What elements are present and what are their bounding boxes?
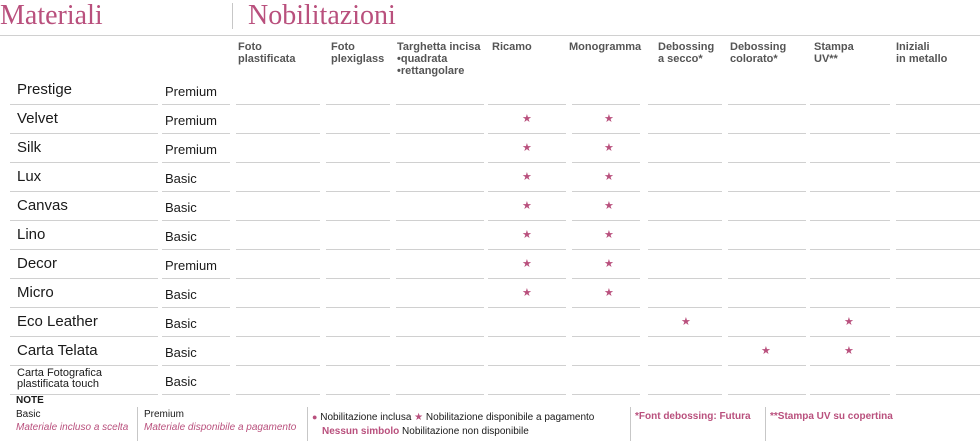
column-header-line: Targhetta incisa [397,41,481,53]
row-rule [648,394,722,395]
star-icon: ★ [414,412,424,423]
star-icon: ★ [522,258,532,270]
star-icon: ★ [844,316,854,328]
notes-divider [765,407,766,441]
star-icon: ★ [761,345,771,357]
column-header-line: •quadrata [397,53,448,65]
star-icon: ★ [522,113,532,125]
row-rule [326,394,390,395]
star-icon: ★ [681,316,691,328]
material-tier: Basic [165,287,197,302]
star-icon: ★ [522,229,532,241]
column-header [730,41,786,65]
column-header-line: Foto [331,41,355,53]
material-name: Lux [17,168,42,185]
table-row [0,250,980,279]
column-header-line: •rettangolare [397,65,465,77]
legend-dot-item [312,411,594,424]
row-rule [896,394,980,395]
notes-divider [307,407,308,441]
column-header [238,41,295,65]
material-tier: Basic [165,345,197,360]
column-header-line: Iniziali [896,41,930,53]
material-tier: Premium [165,84,218,99]
material-tier: Premium [165,258,218,273]
column-header [492,41,532,53]
font-footnote: *Font debossing: Futura [635,411,751,422]
column-header [331,41,384,65]
material-name: Prestige [17,81,73,98]
notes-title: NOTE [16,395,44,406]
basic-description: Materiale incluso a scelta [16,422,129,433]
material-name: Decor [17,255,58,272]
star-icon: ★ [604,258,614,270]
premium-label: Premium [144,409,185,420]
notes-divider [137,407,138,441]
column-header-line: Debossing [658,41,715,53]
table-row [0,337,980,366]
star-icon: ★ [522,200,532,212]
material-name: Silk [17,139,42,156]
material-tier: Premium [165,113,218,128]
material-name: Lino [17,226,46,243]
star-icon: ★ [604,229,614,241]
column-header-line: Stampa [814,41,854,53]
table-row [0,221,980,250]
none-legend-text: Nobilitazione non disponibile [402,426,529,437]
table-row [0,308,980,337]
table-row [0,279,980,308]
nobilitazioni-heading: Nobilitazioni [248,0,396,31]
material-name: Carta Telata [17,342,98,359]
column-header-line: Ricamo [492,41,532,53]
star-icon: ★ [604,287,614,299]
materiali-heading: Materiali [0,0,103,31]
column-header-line: a secco* [658,53,703,65]
column-header [896,41,947,65]
material-name: Velvet [17,110,58,127]
column-header-line: plexiglass [331,53,385,65]
table-row [0,192,980,221]
uv-footnote: **Stampa UV su copertina [770,411,893,422]
column-header [397,41,481,77]
column-header-line: UV** [814,53,838,65]
none-label: Nessun simbolo [322,426,400,437]
table-row [0,134,980,163]
material-tier: Basic [165,229,197,244]
table-row [0,105,980,134]
column-header-line: in metallo [896,53,948,65]
row-rule [488,394,566,395]
material-tier: Basic [165,200,197,215]
heading-rule [0,35,980,36]
dot-legend-text: Nobilitazione inclusa [320,412,412,423]
notes-divider [630,407,631,441]
material-tier: Basic [165,374,197,389]
row-rule [572,394,640,395]
legend-none-item [322,426,529,438]
table-row [0,76,980,105]
column-header-line: colorato* [730,53,778,65]
star-icon: ★ [522,171,532,183]
column-header-line: Monogramma [569,41,642,53]
material-tier: Premium [165,142,218,157]
star-icon: ★ [604,142,614,154]
dot-icon: ● [312,412,318,422]
material-tier: Basic [165,171,197,186]
star-icon: ★ [604,171,614,183]
row-rule [396,394,484,395]
material-name: Canvas [17,197,68,214]
row-rule [162,394,230,395]
premium-description: Materiale disponibile a pagamento [144,422,297,433]
star-icon: ★ [522,142,532,154]
table-row [0,366,980,395]
star-icon: ★ [844,345,854,357]
star-icon: ★ [522,287,532,299]
material-tier: Basic [165,316,197,331]
row-rule [236,394,320,395]
basic-label: Basic [16,409,41,420]
material-name: Micro [17,284,54,301]
column-header-line: plastificata [238,53,296,65]
column-header [569,41,641,53]
material-name: Eco Leather [17,313,98,330]
heading-divider [232,3,233,29]
star-icon: ★ [604,113,614,125]
column-header [658,41,714,65]
row-rule [728,394,806,395]
star-icon: ★ [604,200,614,212]
column-header-line: Debossing [730,41,787,53]
star-legend-text: Nobilitazione disponibile a pagamento [425,412,595,423]
column-header [814,41,854,65]
column-header-line: Foto [238,41,262,53]
material-name: Carta Fotografica plastificata touch [17,367,102,390]
row-rule [810,394,890,395]
table-row [0,163,980,192]
